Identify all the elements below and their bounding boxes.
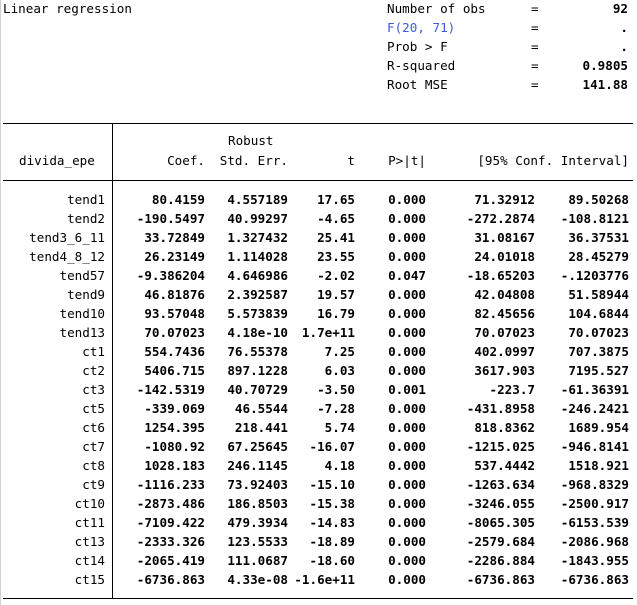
table-row [0,456,637,475]
ci-lower-cell: -272.2874 [466,211,535,226]
table-row [0,285,637,304]
variable-name: ct13 [74,534,105,549]
ci-lower-cell: -8065.305 [466,515,535,530]
ci-upper-cell: -968.8329 [560,477,629,492]
table-row [0,361,637,380]
stat-label: Prob > F [387,39,448,54]
variable-name: ct9 [82,477,105,492]
coef-cell: 70.07023 [144,325,205,340]
table-row [0,513,637,532]
stat-label: R-squared [387,58,456,73]
pvalue-cell: 0.000 [388,325,426,340]
pvalue-cell: 0.000 [388,515,426,530]
pvalue-cell: 0.000 [388,553,426,568]
coef-cell: 1254.395 [144,420,205,435]
coef-cell: 80.4159 [151,192,205,207]
table-row [0,475,637,494]
ci-lower-cell: 31.08167 [474,230,535,245]
ci-upper-cell: -6736.863 [560,572,629,587]
t-cell: 7.25 [324,344,355,359]
coef-cell: -1116.233 [136,477,205,492]
ci-lower-cell: -2579.684 [466,534,535,549]
table-row [0,380,637,399]
stderr-cell: 218.441 [234,420,288,435]
table-row [0,437,637,456]
table-bottom-rule [3,598,633,599]
pvalue-cell: 0.000 [388,439,426,454]
pvalue-cell: 0.000 [388,572,426,587]
t-cell: -2.02 [317,268,355,283]
ci-lower-cell: -6736.863 [466,572,535,587]
ci-upper-cell: -2086.968 [560,534,629,549]
stderr-cell: 40.99297 [227,211,288,226]
ci-lower-cell: -1215.025 [466,439,535,454]
stderr-cell: 479.3934 [227,515,288,530]
variable-name: ct6 [82,420,105,435]
conf-interval-header: [95% Conf. Interval] [477,153,629,168]
t-cell: -16.07 [309,439,355,454]
variable-name: ct5 [82,401,105,416]
coef-cell: 1028.183 [144,458,205,473]
ci-lower-cell: 70.07023 [474,325,535,340]
pvalue-cell: 0.000 [388,287,426,302]
t-cell: -4.65 [317,211,355,226]
stderr-header: Std. Err. [219,153,288,168]
coef-cell: 5406.715 [144,363,205,378]
pvalue-cell: 0.000 [388,534,426,549]
variable-name: tend1 [67,192,105,207]
t-cell: 23.55 [317,249,355,264]
t-cell: 4.18 [324,458,355,473]
coef-header: Coef. [167,153,205,168]
ci-upper-cell: 28.45279 [568,249,629,264]
ci-upper-cell: 1518.921 [568,458,629,473]
t-cell: -7.28 [317,401,355,416]
coef-cell: 46.81876 [144,287,205,302]
stat-value: 92 [612,1,628,16]
ci-upper-cell: 70.07023 [568,325,629,340]
table-row [0,209,637,228]
stderr-cell: 73.92403 [227,477,288,492]
table-top-rule [3,123,633,124]
table-row [0,247,637,266]
stderr-cell: 111.0687 [227,553,288,568]
coef-cell: -1080.92 [144,439,205,454]
variable-name: ct11 [74,515,105,530]
stderr-cell: 5.573839 [227,306,288,321]
stat-equals: = [531,77,539,92]
table-row [0,228,637,247]
ci-upper-cell: -.1203776 [560,268,629,283]
t-header: t [347,153,355,168]
robust-label: Robust [228,133,274,148]
regression-title: Linear regression [3,1,132,16]
stderr-cell: 4.33e-08 [227,572,288,587]
coef-cell: 33.72849 [144,230,205,245]
stderr-cell: 40.70729 [227,382,288,397]
ci-lower-cell: -431.8958 [466,401,535,416]
ci-lower-cell: 82.45656 [474,306,535,321]
pvalue-cell: 0.000 [388,363,426,378]
coef-cell: -190.5497 [136,211,205,226]
ci-upper-cell: 36.37531 [568,230,629,245]
ci-lower-cell: 42.04808 [474,287,535,302]
t-cell: -14.83 [309,515,355,530]
t-cell: -18.60 [309,553,355,568]
variable-name: ct14 [74,553,105,568]
stat-equals: = [531,58,539,73]
variable-name: tend2 [67,211,105,226]
ci-upper-cell: -61.36391 [560,382,629,397]
variable-name: ct1 [82,344,105,359]
pvalue-cell: 0.000 [388,249,426,264]
t-cell: 17.65 [317,192,355,207]
pvalue-cell: 0.000 [388,192,426,207]
ci-upper-cell: 707.3875 [568,344,629,359]
coef-cell: -142.5319 [136,382,205,397]
ci-upper-cell: -1843.955 [560,553,629,568]
ci-upper-cell: -6153.539 [560,515,629,530]
pvalue-header: P>|t| [388,153,426,168]
stat-label: Root MSE [387,77,448,92]
stat-label: Number of obs [387,1,486,16]
ci-upper-cell: -946.8141 [560,439,629,454]
pvalue-cell: 0.000 [388,344,426,359]
pvalue-cell: 0.000 [388,496,426,511]
ci-lower-cell: 3617.903 [474,363,535,378]
t-cell: 16.79 [317,306,355,321]
ci-lower-cell: 537.4442 [474,458,535,473]
table-row [0,304,637,323]
variable-name: tend10 [59,306,105,321]
t-cell: 1.7e+11 [301,325,355,340]
variable-name: tend13 [59,325,105,340]
coef-cell: -7109.422 [136,515,205,530]
stderr-cell: 123.5533 [227,534,288,549]
ci-lower-cell: 818.8362 [474,420,535,435]
pvalue-cell: 0.000 [388,420,426,435]
stat-value: 141.88 [582,77,628,92]
table-row [0,494,637,513]
table-row [0,532,637,551]
coef-cell: -9.386204 [136,268,205,283]
variable-name: tend9 [67,287,105,302]
table-header-rule [3,180,633,181]
ci-upper-cell: -2500.917 [560,496,629,511]
t-cell: -3.50 [317,382,355,397]
ci-lower-cell: 24.01018 [474,249,535,264]
stderr-cell: 67.25645 [227,439,288,454]
stat-equals: = [531,1,539,16]
table-row [0,342,637,361]
stderr-cell: 4.646986 [227,268,288,283]
ci-upper-cell: -246.2421 [560,401,629,416]
coef-cell: -339.069 [144,401,205,416]
pvalue-cell: 0.000 [388,477,426,492]
stderr-cell: 46.5544 [234,401,288,416]
ci-upper-cell: 1689.954 [568,420,629,435]
ci-lower-cell: 71.32912 [474,192,535,207]
ci-lower-cell: -1263.634 [466,477,535,492]
stat-value: . [620,20,628,35]
variable-name: ct10 [74,496,105,511]
stderr-cell: 4.557189 [227,192,288,207]
pvalue-cell: 0.000 [388,211,426,226]
stat-equals: = [531,39,539,54]
t-cell: 6.03 [324,363,355,378]
stderr-cell: 246.1145 [227,458,288,473]
table-row [0,323,637,342]
coef-cell: 93.57048 [144,306,205,321]
t-cell: 19.57 [317,287,355,302]
stat-label[interactable]: F(20, 71) [387,20,456,35]
ci-upper-cell: 7195.527 [568,363,629,378]
table-row [0,266,637,285]
ci-upper-cell: 89.50268 [568,192,629,207]
t-cell: -15.38 [309,496,355,511]
ci-upper-cell: 51.58944 [568,287,629,302]
table-row [0,190,637,209]
stat-equals: = [531,20,539,35]
coef-cell: -2065.419 [136,553,205,568]
ci-lower-cell: -223.7 [489,382,535,397]
t-cell: -1.6e+11 [294,572,355,587]
coef-cell: -2873.486 [136,496,205,511]
stderr-cell: 1.327432 [227,230,288,245]
t-cell: 5.74 [324,420,355,435]
pvalue-cell: 0.000 [388,230,426,245]
coef-cell: -2333.326 [136,534,205,549]
stderr-cell: 897.1228 [227,363,288,378]
table-row [0,570,637,589]
stderr-cell: 1.114028 [227,249,288,264]
stat-value: . [620,39,628,54]
pvalue-cell: 0.001 [388,382,426,397]
variable-name: ct2 [82,363,105,378]
t-cell: -15.10 [309,477,355,492]
stat-value: 0.9805 [582,58,628,73]
table-row [0,551,637,570]
variable-name: tend4_8_12 [29,249,105,264]
stderr-cell: 76.55378 [227,344,288,359]
ci-lower-cell: -3246.055 [466,496,535,511]
coef-cell: -6736.863 [136,572,205,587]
ci-upper-cell: 104.6844 [568,306,629,321]
t-cell: -18.89 [309,534,355,549]
variable-name: tend57 [59,268,105,283]
coef-cell: 26.23149 [144,249,205,264]
pvalue-cell: 0.047 [388,268,426,283]
ci-lower-cell: -2286.884 [466,553,535,568]
ci-upper-cell: -108.8121 [560,211,629,226]
stderr-cell: 2.392587 [227,287,288,302]
stderr-cell: 186.8503 [227,496,288,511]
t-cell: 25.41 [317,230,355,245]
stderr-cell: 4.18e-10 [227,325,288,340]
variable-name: ct15 [74,572,105,587]
variable-name: tend3_6_11 [29,230,105,245]
variable-name: ct3 [82,382,105,397]
depvar-header: divida_epe [19,153,95,168]
variable-name: ct8 [82,458,105,473]
pvalue-cell: 0.000 [388,458,426,473]
ci-lower-cell: -18.65203 [466,268,535,283]
coef-cell: 554.7436 [144,344,205,359]
ci-lower-cell: 402.0997 [474,344,535,359]
table-row [0,399,637,418]
pvalue-cell: 0.000 [388,306,426,321]
table-row [0,418,637,437]
pvalue-cell: 0.000 [388,401,426,416]
variable-name: ct7 [82,439,105,454]
